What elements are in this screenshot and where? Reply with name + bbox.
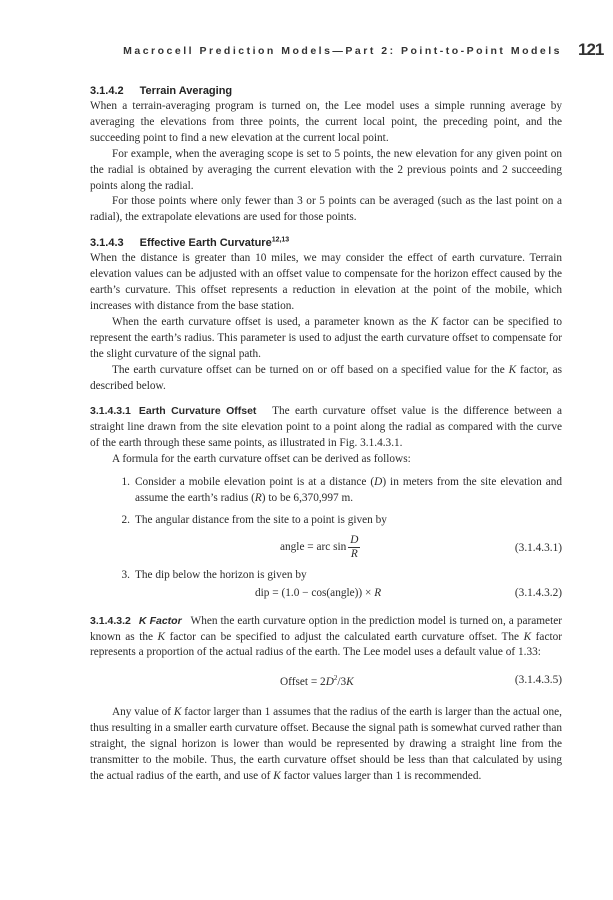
section-number: 3.1.4.3.2 bbox=[90, 614, 131, 627]
numerator: D bbox=[350, 533, 359, 546]
equation-number: (3.1.4.3.1) bbox=[514, 541, 562, 554]
text-run: factor larger than 1 assumes that the radius of the earth is larger than the actual one, thus resulting in a smaller earth curvature offset. Because the signal path is somewhat curved rather than straight, the signal horizon is lower than would be represented by drawing a straight line from the transmitter to the mobile. Thus, the earth curvature offset should be less than that calculated by using the actual radius of the earth, and use of bbox=[90, 706, 562, 782]
equation-expression bbox=[280, 534, 360, 561]
variable-k: K bbox=[430, 315, 439, 328]
list-text bbox=[135, 475, 562, 507]
paragraph: For example, when the averaging scope is set to 5 points, the new elevation for any given point on the radial is obtained by averaging the current elevation with the 2 previous points and 2 succeeding points along the radial. bbox=[90, 147, 562, 192]
text-run: ) to be 6,370,997 m. bbox=[261, 491, 354, 504]
list-text: The angular distance from the site to a point is given by bbox=[135, 513, 387, 526]
text-run: The earth curvature offset value is the difference between a straight line drawn from the site elevation point to a point along the radial as compared with the curve of the earth through these same points, as illustrated in Fig. 3.1.4.3.1. bbox=[90, 405, 563, 450]
paragraph: For those points where only fewer than 3 or 5 points can be averaged (such as the last point on a radial), the extrapolate elevations are used for those points. bbox=[90, 195, 562, 224]
paragraph bbox=[90, 363, 562, 395]
equation-operator: /3 bbox=[337, 676, 347, 689]
variable-k: K bbox=[508, 363, 517, 376]
exponent: 2 bbox=[333, 674, 338, 683]
variable-r: R bbox=[374, 586, 382, 599]
section-title: Earth Curvature Offset bbox=[138, 405, 257, 418]
list-item bbox=[90, 513, 562, 529]
section-number: 3.1.4.2 bbox=[90, 85, 124, 97]
equation-expression bbox=[280, 674, 354, 688]
list-item bbox=[90, 568, 562, 584]
running-head: Macrocell Prediction Models—Part 2: Point-to-Point Models bbox=[123, 45, 562, 57]
variable-k: K bbox=[173, 706, 182, 719]
section-number: 3.1.4.3.1 bbox=[90, 405, 131, 418]
variable-d: D bbox=[374, 476, 383, 489]
text-run: factor values larger than 1 is recommended. bbox=[280, 770, 482, 782]
equation-3-1-4-3-5 bbox=[90, 665, 562, 701]
equation-expression bbox=[255, 587, 381, 599]
variable-r: R bbox=[254, 491, 262, 504]
heading-3-1-4-2 bbox=[90, 84, 562, 99]
text-run: Consider a mobile elevation point is at a distance ( bbox=[135, 476, 375, 489]
paragraph-3-1-4-3-1 bbox=[90, 404, 562, 452]
equation-3-1-4-3-2 bbox=[90, 584, 562, 608]
paragraph: When a terrain-averaging program is turned on, the Lee model uses a simple running average by averaging the elevations from three points, the current local point, the preceding point, and the succeeding point to find a new elevation at the current local point. bbox=[90, 100, 562, 144]
fraction bbox=[348, 534, 360, 561]
section-title: K Factor bbox=[138, 614, 182, 627]
list-item bbox=[90, 475, 562, 507]
variable-k: K bbox=[346, 676, 354, 689]
list-text: The dip below the horizon is given by bbox=[135, 568, 307, 581]
section-number: 3.1.4.3 bbox=[90, 237, 124, 250]
list-number: 1. bbox=[121, 476, 130, 489]
equation-lhs: dip = (1.0 − cos(angle)) × bbox=[255, 586, 375, 599]
list-number: 3. bbox=[121, 568, 130, 581]
page-number: 121 bbox=[578, 40, 604, 59]
paragraph bbox=[90, 705, 562, 785]
equation-lhs: angle = arc sin bbox=[280, 540, 347, 553]
variable-d: D bbox=[325, 676, 334, 689]
equation-number: (3.1.4.3.2) bbox=[514, 586, 562, 599]
variable-k: K bbox=[157, 630, 166, 643]
run-in-heading bbox=[90, 405, 256, 417]
variable-k: K bbox=[273, 770, 281, 782]
text-run: ) in meters from the site elevation and assume the earth’s radius ( bbox=[135, 476, 563, 504]
denominator: R bbox=[350, 547, 358, 560]
paragraph bbox=[90, 315, 562, 363]
reference-superscript: 12,13 bbox=[271, 236, 290, 244]
text-run: When the earth curvature offset is used, a parameter known as the bbox=[112, 315, 431, 328]
paragraph: A formula for the earth curvature offset can be derived as follows: bbox=[112, 453, 411, 466]
equation-3-1-4-3-1 bbox=[90, 531, 562, 565]
run-in-heading bbox=[90, 615, 182, 627]
page-body bbox=[90, 84, 562, 785]
text-run: factor represents a proportion of the actual radius of the earth. The Lee model uses a default value of 1.33: bbox=[90, 630, 563, 659]
heading-3-1-4-3 bbox=[90, 236, 562, 251]
text-run: Any value of bbox=[112, 706, 174, 719]
paragraph-3-1-4-3-2 bbox=[90, 614, 562, 662]
text-run: The earth curvature offset can be turned on or off based on a specified value for the bbox=[112, 363, 509, 376]
text-run: factor can be specified to adjust the calculated earth curvature offset. The bbox=[165, 630, 524, 643]
equation-lhs: Offset = 2 bbox=[280, 676, 326, 689]
list-number: 2. bbox=[121, 513, 130, 526]
text-run: factor can be specified to represent the earth’s radius. This parameter is used to adjust the earth curvature offset to compensate for the slight curvature of the signal path. bbox=[90, 315, 562, 360]
numbered-list bbox=[90, 475, 562, 608]
section-title: Terrain Averaging bbox=[139, 85, 233, 97]
text-run: factor, as described below. bbox=[90, 363, 562, 392]
section-title: Effective Earth Curvature bbox=[139, 237, 272, 250]
text-run: When the earth curvature option in the prediction model is turned on, a parameter known as the bbox=[90, 614, 562, 643]
variable-k: K bbox=[523, 630, 532, 643]
equation-number: (3.1.4.3.5) bbox=[514, 674, 562, 687]
paragraph: When the distance is greater than 10 miles, we may consider the effect of earth curvature. Terrain elevation values can be adjusted with an offset value to compensate for the horizon effect caused by the earth’s curvature. This offset represents a reduction in elevation at the point of the mobile, which increases with distance from the base station. bbox=[90, 252, 562, 312]
